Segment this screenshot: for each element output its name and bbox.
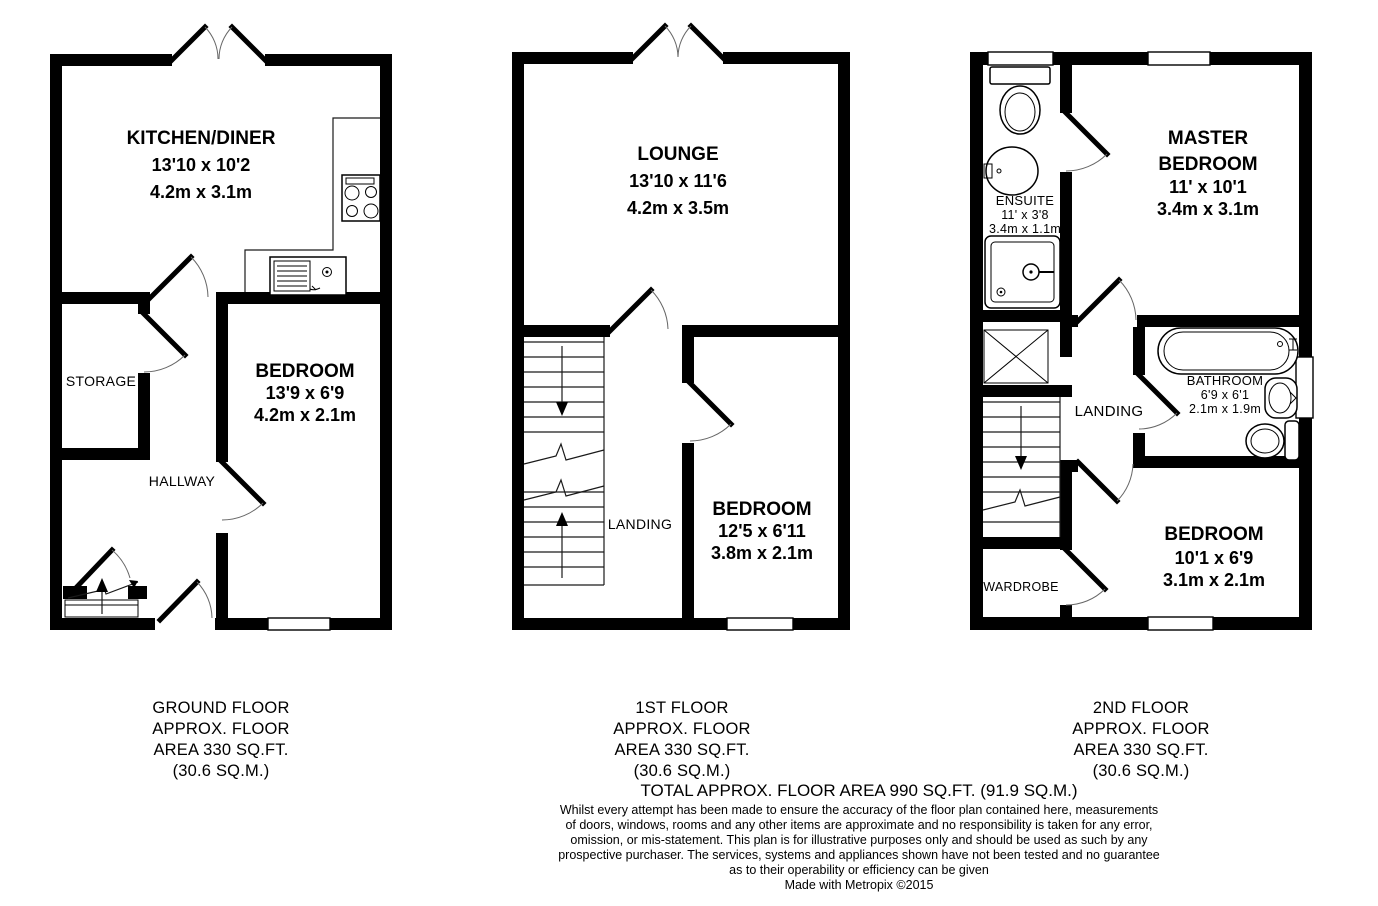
disclaimer (340, 803, 1378, 893)
disclaimer-line: Whilst every attempt has been made to ensure the accuracy of the floor plan contained here, measurements (559, 803, 1159, 817)
bedroom-metric: 3.8m x 2.1m (710, 543, 814, 563)
bedroom-label: BEDROOM (255, 361, 355, 382)
doors (610, 290, 731, 441)
stairs (983, 397, 1060, 537)
disclaimer-line: as to their operability or efficiency can be given (729, 863, 989, 877)
bathroom-toilet-icon (1246, 421, 1299, 460)
window-icon (727, 618, 793, 630)
airing-cupboard-icon (984, 330, 1048, 383)
stairs (63, 578, 147, 617)
master-bedroom-label-1: MASTER (1167, 128, 1249, 149)
bedroom-metric: 3.1m x 2.1m (1162, 570, 1266, 590)
total-area-line: TOTAL APPROX. FLOOR AREA 990 SQ.FT. (91.9 SQ.M.) (640, 781, 1078, 800)
lounge-imperial: 13'10 x 11'6 (629, 171, 727, 191)
master-bedroom-label-2: BEDROOM (1158, 154, 1258, 175)
toilet-icon (990, 67, 1050, 134)
bedroom-label: BEDROOM (712, 499, 812, 520)
second-floor-plan (968, 40, 1314, 640)
basin-icon (984, 147, 1038, 195)
disclaimer-line: of doors, windows, rooms and any other items are approximate and no responsibility is taken for any error, (565, 818, 1153, 832)
doors (72, 257, 263, 620)
caption-line: GROUND FLOOR (152, 699, 290, 717)
kitchen-diner-imperial: 13'10 x 10'2 (151, 155, 251, 175)
master-bedroom-imperial: 11' x 10'1 (1169, 177, 1247, 197)
caption-line: (30.6 SQ.M.) (172, 762, 270, 780)
landing-label: LANDING (607, 516, 673, 532)
bedroom-imperial: 12'5 x 6'11 (718, 521, 806, 541)
caption-line: (30.6 SQ.M.) (1092, 762, 1190, 780)
second-floor-caption (968, 698, 1314, 782)
bath-icon (1158, 328, 1298, 374)
caption-line: 1ST FLOOR (635, 699, 729, 717)
first-floor-caption (512, 698, 852, 782)
caption-line: APPROX. FLOOR (152, 720, 290, 738)
master-bedroom-metric: 3.4m x 3.1m (1156, 199, 1260, 219)
labels (608, 144, 813, 563)
bathroom-basin-icon (1265, 378, 1297, 418)
caption-line: AREA 330 SQ.FT. (153, 741, 289, 759)
kitchen-diner-label: KITCHEN/DINER (126, 128, 276, 149)
bathroom-label: BATHROOM (1186, 373, 1264, 388)
caption-line: APPROX. FLOOR (1072, 720, 1210, 738)
caption-line: APPROX. FLOOR (613, 720, 751, 738)
first-floor-plan (512, 20, 852, 638)
labels (66, 128, 356, 489)
ground-floor-plan (50, 20, 392, 638)
caption-line: AREA 330 SQ.FT. (1073, 741, 1209, 759)
lounge-label: LOUNGE (637, 144, 719, 165)
french-doors-icon (172, 27, 265, 60)
sink-unit-icon (270, 257, 346, 295)
wardrobe-label: WARDROBE (983, 580, 1059, 594)
ensuite-metric: 3.4m x 1.1m (988, 222, 1062, 236)
hallway-label: HALLWAY (148, 473, 216, 489)
bedroom-metric: 4.2m x 2.1m (253, 405, 357, 425)
kitchen-diner-metric: 4.2m x 3.1m (149, 182, 253, 202)
disclaimer-line: prospective purchaser. The services, systems and appliances shown have not been tested and no guarantee (558, 848, 1160, 862)
bedroom-label: BEDROOM (1164, 524, 1264, 545)
ensuite-label: ENSUITE (995, 193, 1055, 208)
ensuite-imperial: 11' x 3'8 (1001, 208, 1049, 222)
caption-line: 2ND FLOOR (1092, 699, 1190, 717)
caption-line: AREA 330 SQ.FT. (614, 741, 750, 759)
bathroom-imperial: 6'9 x 6'1 (1200, 388, 1250, 402)
bedroom-imperial: 10'1 x 6'9 (1174, 548, 1254, 568)
hob-icon (342, 175, 380, 221)
caption-line: (30.6 SQ.M.) (633, 762, 731, 780)
window-icon (268, 618, 330, 630)
stairs (524, 337, 604, 585)
bedroom-imperial: 13'9 x 6'9 (265, 383, 345, 403)
shower-icon (985, 236, 1060, 308)
ground-floor-caption (50, 698, 392, 782)
disclaimer-line: omission, or mis-statement. This plan is for illustrative purposes only and should be used as such by any (570, 833, 1148, 847)
bathroom-metric: 2.1m x 1.9m (1188, 402, 1262, 416)
storage-label: STORAGE (65, 373, 137, 389)
french-doors-icon (633, 26, 723, 58)
landing-label: LANDING (1074, 403, 1144, 420)
lounge-metric: 4.2m x 3.5m (626, 198, 730, 218)
credit-line: Made with Metropix ©2015 (784, 878, 934, 892)
